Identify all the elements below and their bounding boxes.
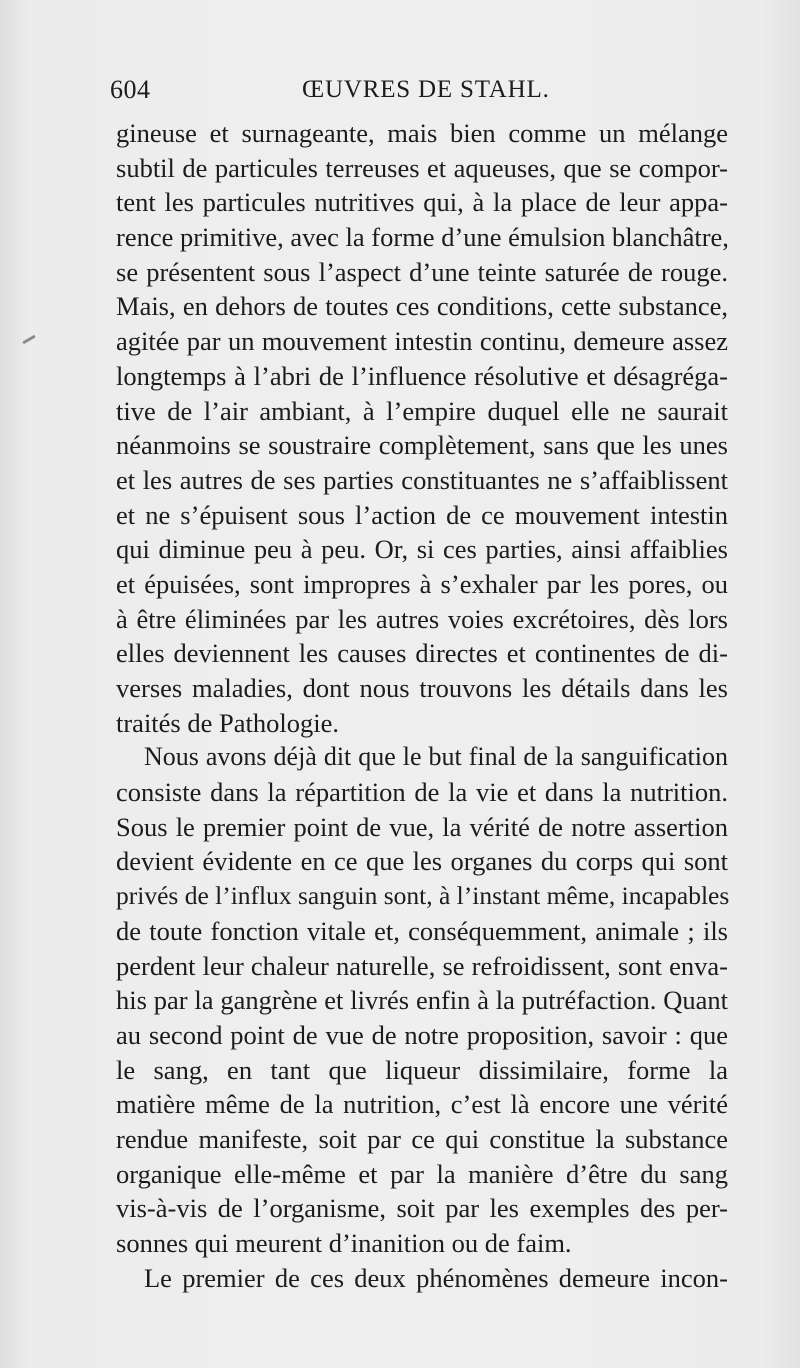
text-line: de toute fonction vitale et, conséquemment, animale ; ils: [116, 915, 728, 946]
text-line: rendue manifeste, soit par ce qui constitue la substance: [116, 1123, 728, 1154]
text-line: vis-à-vis de l’organisme, soit par les exemples des per-: [116, 1193, 728, 1224]
text-line: qui diminue peu à peu. Or, si ces parties, ainsi affaiblies: [116, 534, 728, 565]
text-line: Nous avons déjà dit que le but final de la sanguification: [144, 742, 728, 772]
text-line: à être éliminées par les autres voies excrétoires, dès lors: [116, 603, 728, 634]
body-text: [116, 116, 728, 1295]
page-number: 604: [110, 75, 151, 104]
text-line: tive de l’air ambiant, à l’empire duquel elle ne saurait: [116, 395, 728, 426]
text-line: Sous le premier point de vue, la vérité de notre assertion: [116, 811, 728, 842]
text-line: devient évidente en ce que les organes du corps qui sont: [116, 846, 728, 877]
text-line: et les autres de ses parties constituantes ne s’affaiblissent: [116, 464, 728, 495]
text-line: se présentent sous l’aspect d’une teinte saturée de rouge.: [116, 256, 728, 287]
text-line: perdent leur chaleur naturelle, se refroidissent, sont enva-: [116, 950, 728, 981]
text-line: néanmoins se soustraire complètement, sans que les unes: [116, 430, 728, 461]
text-line: elles deviennent les causes directes et continentes de di-: [116, 638, 728, 669]
text-line: privés de l’influx sanguin sont, à l’instant même, incapables: [116, 881, 730, 911]
text-line: et ne s’épuisent sous l’action de ce mouvement intestin: [116, 499, 728, 530]
text-line: le sang, en tant que liqueur dissimilaire, forme la: [116, 1054, 728, 1085]
text-line: his par la gangrène et livrés enfin à la putréfaction. Quant: [116, 985, 728, 1016]
text-line: consiste dans la répartition de la vie et dans la nutrition.: [116, 777, 728, 808]
text-line: au second point de vue de notre proposition, savoir : que: [116, 1019, 728, 1050]
text-line: organique elle-même et par la manière d’être du sang: [116, 1158, 728, 1189]
text-line: rence primitive, avec la forme d’une émulsion blanchâtre,: [116, 222, 729, 253]
text-line: sonnes qui meurent d’inanition ou de faim.: [116, 1228, 572, 1258]
ink-speck: [22, 335, 36, 345]
text-line: Le premier de ces deux phénomènes demeure incon-: [144, 1262, 728, 1293]
text-line: subtil de particules terreuses et aqueuses, que se compor-: [116, 152, 728, 183]
text-line: traités de Pathologie.: [116, 707, 339, 738]
text-line: Mais, en dehors de toutes ces conditions, cette substance,: [116, 291, 728, 322]
text-line: agitée par un mouvement intestin continu, demeure assez: [116, 326, 728, 357]
text-line: longtemps à l’abri de l’influence résolutive et désagréga-: [116, 360, 728, 391]
text-line: tent les particules nutritives qui, à la place de leur appa-: [116, 187, 728, 218]
text-line: et épuisées, sont impropres à s’exhaler par les pores, ou: [116, 568, 728, 599]
text-line: verses maladies, dont nous trouvons les détails dans les: [116, 673, 728, 703]
text-line: matière même de la nutrition, c’est là encore une vérité: [116, 1089, 728, 1120]
running-title: ŒUVRES DE STAHL.: [302, 76, 550, 103]
text-line: gineuse et surnageante, mais bien comme un mélange: [116, 118, 728, 148]
page-header: [110, 72, 730, 108]
